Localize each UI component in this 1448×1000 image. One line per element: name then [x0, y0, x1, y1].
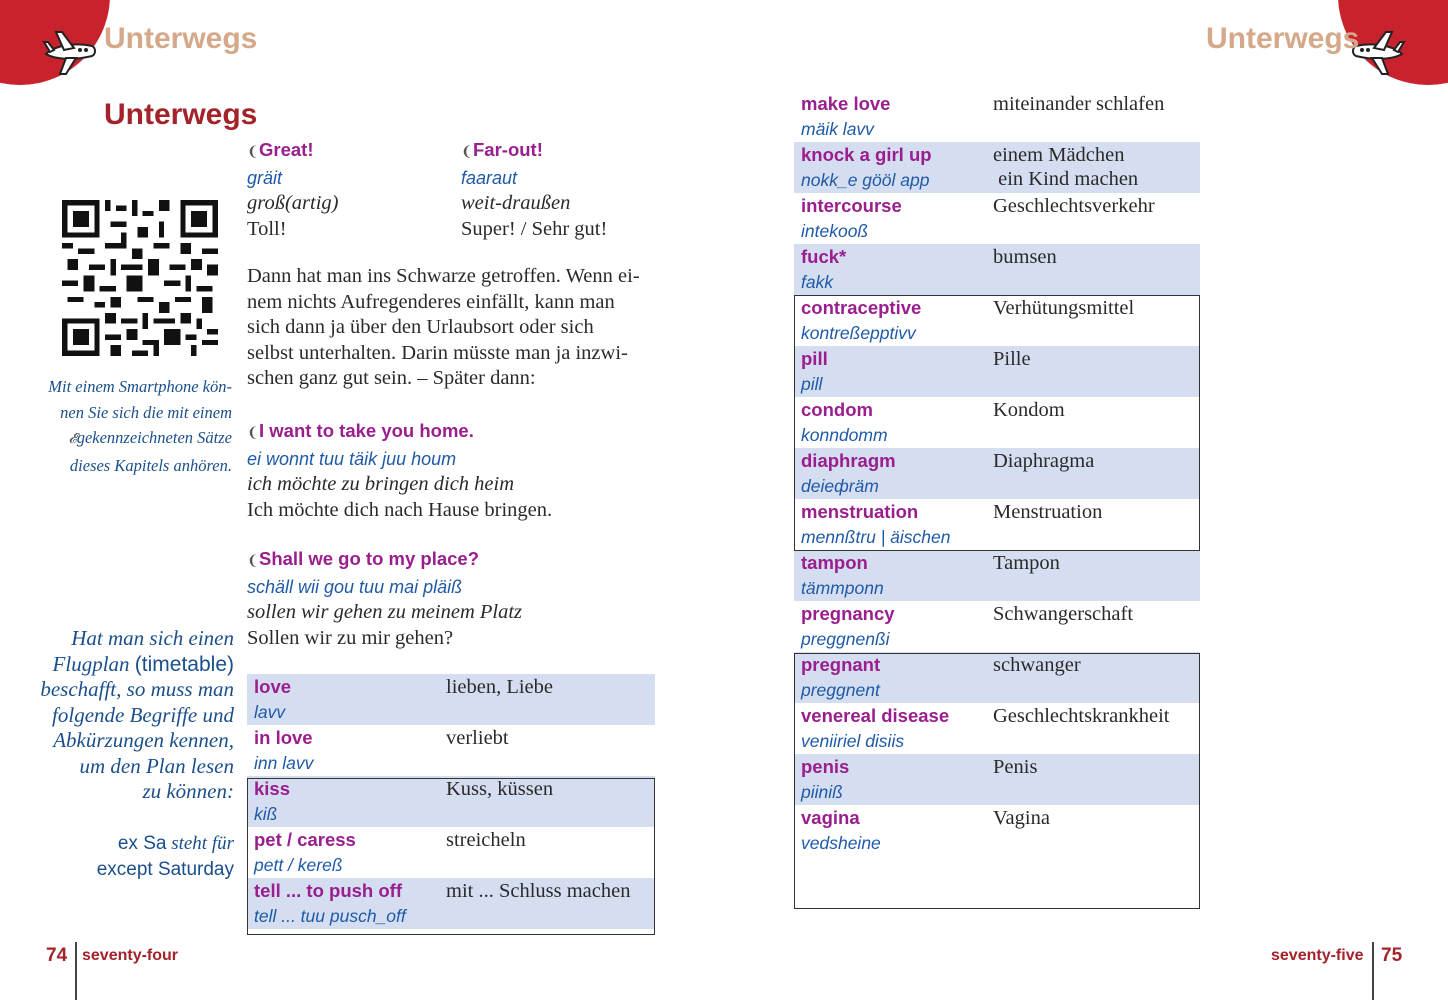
vocab-box-right-1: [794, 295, 1200, 551]
qr-code[interactable]: [62, 200, 218, 356]
vocab-german: Geschlechtsverkehr: [993, 195, 1155, 217]
page-number-right: 75: [1381, 945, 1403, 966]
running-header-left: Unterwegs: [104, 22, 258, 55]
vocab-german: Verhütungsmittel: [993, 297, 1135, 319]
phrase-my-place: ❨Shall we go to my place? schäll wii gou tuu mai pläiß sollen wir gehen zu meinem Platz Sollen wir zu mir gehen?: [247, 548, 523, 649]
vocab-german: bumsen: [993, 246, 1057, 268]
vocab-german: Menstruation: [993, 501, 1103, 523]
vocab-german: mit ... Schluss machen: [446, 880, 631, 902]
timetable-note: Hat man sich einen Flugplan (timetable) beschafft, so muss man folgende Begriffe und Abkürzungen kennen, um den Plan lesen zu können:: [40, 626, 234, 803]
vocab-pronunciation: mäik lavv: [801, 119, 874, 139]
section-title: Unterwegs: [104, 98, 258, 131]
vocab-pronunciation: piiniß: [801, 782, 843, 802]
vocab-row: [247, 674, 655, 725]
vocab-pronunciation: nokk_e gööl app: [801, 170, 930, 190]
vocab-english: diaphragm: [801, 450, 896, 471]
vocab-english: menstruation: [801, 501, 919, 522]
vocab-pronunciation: tämmponn: [801, 578, 884, 598]
vocab-english: intercourse: [801, 195, 902, 216]
body-paragraph: Dann hat man ins Schwarze getroffen. Wenn ei- nem nichts Aufregenderes einfällt, kann man sich dann ja über den Urlaubsort oder sich selbst unterhalten. Darin müsste man ja inzwi- schen ganz gut sein. – Später dann:: [247, 265, 640, 389]
vocab-english: penis: [801, 756, 850, 777]
vocab-pronunciation: kontreßepptivv: [801, 323, 916, 343]
phrase-farout: ❨Far-out! faaraut weit-draußen Super! / Sehr gut!: [461, 139, 608, 240]
phrase-take-home: ❨I want to take you home. ei wonnt tuu täik juu houm ich möchte zu bringen dich heim Ich möchte dich nach Hause bringen.: [247, 420, 553, 521]
footer-divider-right: [1372, 942, 1374, 1000]
vocab-row: [794, 550, 1200, 601]
vocab-english: love: [254, 676, 292, 697]
vocab-german: einem Mädchen ein Kind machen: [993, 144, 1139, 190]
ear-icon[interactable]: ❨: [247, 145, 259, 160]
vocab-english: vagina: [801, 807, 860, 828]
vocab-row: [794, 244, 1200, 295]
vocab-pronunciation: preggnenßi: [801, 629, 890, 649]
ear-icon[interactable]: ❨: [461, 145, 473, 160]
vocab-pronunciation: lavv: [254, 702, 286, 722]
vocab-english: make love: [801, 93, 891, 114]
ear-icon: 𝓔: [68, 432, 77, 447]
vocab-german: Vagina: [993, 807, 1050, 829]
vocab-pronunciation: pill: [801, 374, 823, 394]
vocab-german: Tampon: [993, 552, 1060, 574]
phrase-great: ❨Great! gräit groß(artig) Toll!: [247, 139, 339, 240]
vocab-english: pill: [801, 348, 828, 369]
vocab-english: knock a girl up: [801, 144, 932, 165]
vocab-german: verliebt: [446, 727, 509, 749]
vocab-english: tell ... to push off: [254, 880, 402, 901]
vocab-german: Kondom: [993, 399, 1065, 421]
vocab-english: contraceptive: [801, 297, 922, 318]
page-number-left: 74: [46, 945, 68, 966]
vocab-pronunciation: kiß: [254, 804, 278, 824]
vocab-german: Penis: [993, 756, 1038, 778]
vocab-pronunciation: vedsheine: [801, 833, 881, 853]
vocab-english: tampon: [801, 552, 868, 573]
exsa-note: ex Sa steht für except Saturday: [96, 833, 234, 880]
vocab-row: [794, 91, 1200, 142]
vocab-pronunciation: deieфräm: [801, 476, 879, 496]
vocab-pronunciation: intekooß: [801, 221, 869, 241]
vocab-english: pregnant: [801, 654, 881, 675]
page-word-left: seventy-four: [82, 947, 179, 964]
vocab-german: Diaphragma: [993, 450, 1095, 472]
running-header-right: Unterwegs: [1206, 22, 1360, 55]
vocab-pronunciation: fakk: [801, 272, 834, 292]
vocab-german: Schwangerschaft: [993, 603, 1134, 625]
vocab-english: pregnancy: [801, 603, 895, 624]
vocab-pronunciation: inn lavv: [254, 753, 314, 773]
vocab-english: in love: [254, 727, 313, 748]
vocab-pronunciation: tell ... tuu pusch_off: [254, 906, 406, 926]
vocab-pronunciation: veniiriel disiis: [801, 731, 905, 751]
vocab-english: pet / caress: [254, 829, 356, 850]
vocab-pronunciation: konndomm: [801, 425, 888, 445]
vocab-german: streicheln: [446, 829, 526, 851]
vocab-german: schwanger: [993, 654, 1081, 676]
ear-icon[interactable]: ❨: [247, 554, 259, 569]
vocab-row: [247, 725, 655, 776]
vocab-german: Geschlechtskrankheit: [993, 705, 1170, 727]
vocab-german: Pille: [993, 348, 1031, 370]
vocab-box-left: [247, 778, 655, 935]
vocab-english: condom: [801, 399, 873, 420]
vocab-row: [794, 142, 1200, 193]
vocab-box-right-2: [794, 653, 1200, 909]
vocab-german: Kuss, küssen: [446, 778, 554, 800]
vocab-row: [794, 193, 1200, 244]
qr-note: Mit einem Smartphone kön- nen Sie sich die mit einem 𝓔gekennzeichneten Sätze dieses Kapitels anhören.: [48, 377, 232, 475]
vocab-english: fuck*: [801, 246, 847, 267]
footer-divider-left: [75, 942, 77, 1000]
ear-icon[interactable]: ❨: [247, 426, 259, 441]
vocab-pronunciation: preggnent: [801, 680, 880, 700]
page-word-right: seventy-five: [1271, 947, 1364, 964]
vocab-pronunciation: mennßtru | äischen: [801, 527, 951, 547]
vocab-german: lieben, Liebe: [446, 676, 554, 698]
vocab-english: kiss: [254, 778, 291, 799]
vocab-german: miteinander schlafen: [993, 93, 1165, 115]
vocab-row: [794, 601, 1200, 652]
airplane-icon: [40, 28, 98, 78]
vocab-pronunciation: pett / kereß: [254, 855, 343, 875]
vocab-english: venereal disease: [801, 705, 950, 726]
